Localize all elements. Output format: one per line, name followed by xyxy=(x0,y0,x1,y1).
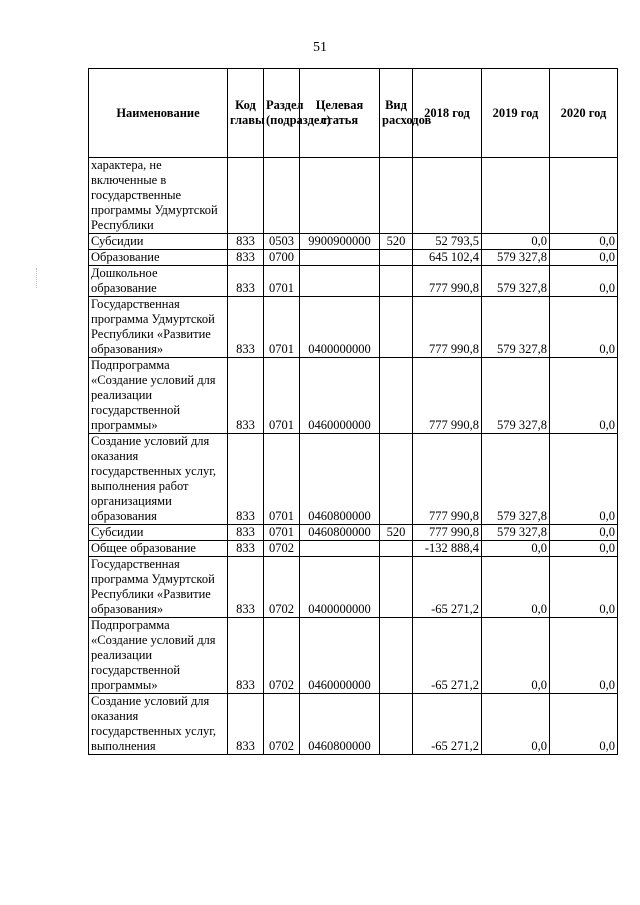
cell-name: Дошкольное образование xyxy=(89,266,228,297)
cell-2019: 579 327,8 xyxy=(482,250,550,266)
cell-2019: 0,0 xyxy=(482,234,550,250)
cell-target-item: 0460000000 xyxy=(300,618,380,694)
cell-2018 xyxy=(413,158,482,234)
cell-section: 0702 xyxy=(264,618,300,694)
cell-2019: 579 327,8 xyxy=(482,525,550,541)
cell-section: 0702 xyxy=(264,694,300,755)
cell-target-item xyxy=(300,158,380,234)
cell-expense-type xyxy=(380,158,413,234)
budget-table xyxy=(88,68,618,755)
cell-name: Подпрограмма «Создание условий для реализации государственной программы» xyxy=(89,618,228,694)
cell-section: 0702 xyxy=(264,557,300,618)
cell-name: Государственная программа Удмуртской Республики «Развитие образования» xyxy=(89,297,228,358)
cell-2020: 0,0 xyxy=(550,541,618,557)
cell-2018: 645 102,4 xyxy=(413,250,482,266)
cell-2020: 0,0 xyxy=(550,618,618,694)
header-chapter-code: Код главы xyxy=(228,69,264,158)
cell-section: 0702 xyxy=(264,541,300,557)
cell-expense-type xyxy=(380,618,413,694)
cell-chapter-code: 833 xyxy=(228,234,264,250)
cell-2020: 0,0 xyxy=(550,266,618,297)
cell-2019: 579 327,8 xyxy=(482,266,550,297)
cell-chapter-code: 833 xyxy=(228,541,264,557)
table-row xyxy=(89,694,618,755)
cell-section: 0701 xyxy=(264,266,300,297)
header-2018: 2018 год xyxy=(413,69,482,158)
cell-expense-type xyxy=(380,694,413,755)
table-row xyxy=(89,434,618,525)
cell-chapter-code: 833 xyxy=(228,250,264,266)
table-row xyxy=(89,525,618,541)
header-2020: 2020 год xyxy=(550,69,618,158)
header-expense-type: Вид расходов xyxy=(380,69,413,158)
table-row xyxy=(89,266,618,297)
cell-expense-type xyxy=(380,297,413,358)
cell-section: 0700 xyxy=(264,250,300,266)
cell-2018: 777 990,8 xyxy=(413,525,482,541)
cell-2019: 579 327,8 xyxy=(482,434,550,525)
cell-chapter-code: 833 xyxy=(228,694,264,755)
margin-mark xyxy=(36,268,38,288)
cell-name: Общее образование xyxy=(89,541,228,557)
cell-target-item: 0460800000 xyxy=(300,434,380,525)
cell-2018: -132 888,4 xyxy=(413,541,482,557)
header-name: Наименование xyxy=(89,69,228,158)
cell-2019: 579 327,8 xyxy=(482,297,550,358)
cell-2018: -65 271,2 xyxy=(413,694,482,755)
cell-target-item: 0400000000 xyxy=(300,557,380,618)
cell-chapter-code: 833 xyxy=(228,266,264,297)
cell-expense-type xyxy=(380,557,413,618)
cell-target-item xyxy=(300,266,380,297)
cell-expense-type xyxy=(380,266,413,297)
cell-target-item: 0460800000 xyxy=(300,525,380,541)
cell-2019: 0,0 xyxy=(482,541,550,557)
cell-section: 0701 xyxy=(264,358,300,434)
cell-chapter-code: 833 xyxy=(228,557,264,618)
cell-target-item: 0400000000 xyxy=(300,297,380,358)
header-row xyxy=(89,69,618,158)
cell-target-item xyxy=(300,250,380,266)
cell-name: Субсидии xyxy=(89,525,228,541)
header-section: Раздел (подраздел) xyxy=(264,69,300,158)
cell-2020: 0,0 xyxy=(550,297,618,358)
cell-expense-type xyxy=(380,250,413,266)
cell-expense-type: 520 xyxy=(380,525,413,541)
cell-name: Подпрограмма «Создание условий для реализации государственной программы» xyxy=(89,358,228,434)
cell-2018: 777 990,8 xyxy=(413,358,482,434)
header-2019: 2019 год xyxy=(482,69,550,158)
cell-name: Образование xyxy=(89,250,228,266)
cell-2018: 777 990,8 xyxy=(413,266,482,297)
page-number: 51 xyxy=(313,40,327,55)
cell-2020: 0,0 xyxy=(550,234,618,250)
cell-2018: -65 271,2 xyxy=(413,557,482,618)
cell-2020: 0,0 xyxy=(550,358,618,434)
cell-2018: -65 271,2 xyxy=(413,618,482,694)
cell-section: 0503 xyxy=(264,234,300,250)
cell-expense-type xyxy=(380,434,413,525)
cell-target-item: 0460800000 xyxy=(300,694,380,755)
table-row xyxy=(89,234,618,250)
cell-2020: 0,0 xyxy=(550,525,618,541)
cell-target-item xyxy=(300,541,380,557)
cell-name: Создание условий для оказания государственных услуг, выполнения xyxy=(89,694,228,755)
cell-name: Субсидии xyxy=(89,234,228,250)
cell-expense-type xyxy=(380,541,413,557)
header-target-item: Целевая статья xyxy=(300,69,380,158)
table-row xyxy=(89,358,618,434)
cell-2019: 0,0 xyxy=(482,557,550,618)
cell-chapter-code: 833 xyxy=(228,297,264,358)
cell-target-item: 0460000000 xyxy=(300,358,380,434)
cell-name: характера, не включенные в государственные программы Удмуртской Республики xyxy=(89,158,228,234)
cell-chapter-code: 833 xyxy=(228,434,264,525)
cell-2020: 0,0 xyxy=(550,434,618,525)
cell-expense-type xyxy=(380,358,413,434)
cell-chapter-code: 833 xyxy=(228,525,264,541)
cell-section: 0701 xyxy=(264,434,300,525)
cell-2019: 579 327,8 xyxy=(482,358,550,434)
table-row xyxy=(89,618,618,694)
cell-name: Создание условий для оказания государственных услуг, выполнения работ организациями образования xyxy=(89,434,228,525)
cell-section xyxy=(264,158,300,234)
cell-2018: 777 990,8 xyxy=(413,297,482,358)
table-row xyxy=(89,297,618,358)
cell-chapter-code: 833 xyxy=(228,358,264,434)
table-row xyxy=(89,250,618,266)
table-row xyxy=(89,557,618,618)
cell-2018: 777 990,8 xyxy=(413,434,482,525)
cell-chapter-code xyxy=(228,158,264,234)
cell-2020: 0,0 xyxy=(550,250,618,266)
table-row xyxy=(89,541,618,557)
cell-2019 xyxy=(482,158,550,234)
cell-section: 0701 xyxy=(264,297,300,358)
cell-name: Государственная программа Удмуртской Республики «Развитие образования» xyxy=(89,557,228,618)
cell-expense-type: 520 xyxy=(380,234,413,250)
cell-2020 xyxy=(550,158,618,234)
cell-2020: 0,0 xyxy=(550,557,618,618)
cell-section: 0701 xyxy=(264,525,300,541)
table-row xyxy=(89,158,618,234)
cell-2019: 0,0 xyxy=(482,694,550,755)
cell-2018: 52 793,5 xyxy=(413,234,482,250)
cell-chapter-code: 833 xyxy=(228,618,264,694)
cell-target-item: 9900900000 xyxy=(300,234,380,250)
cell-2019: 0,0 xyxy=(482,618,550,694)
cell-2020: 0,0 xyxy=(550,694,618,755)
